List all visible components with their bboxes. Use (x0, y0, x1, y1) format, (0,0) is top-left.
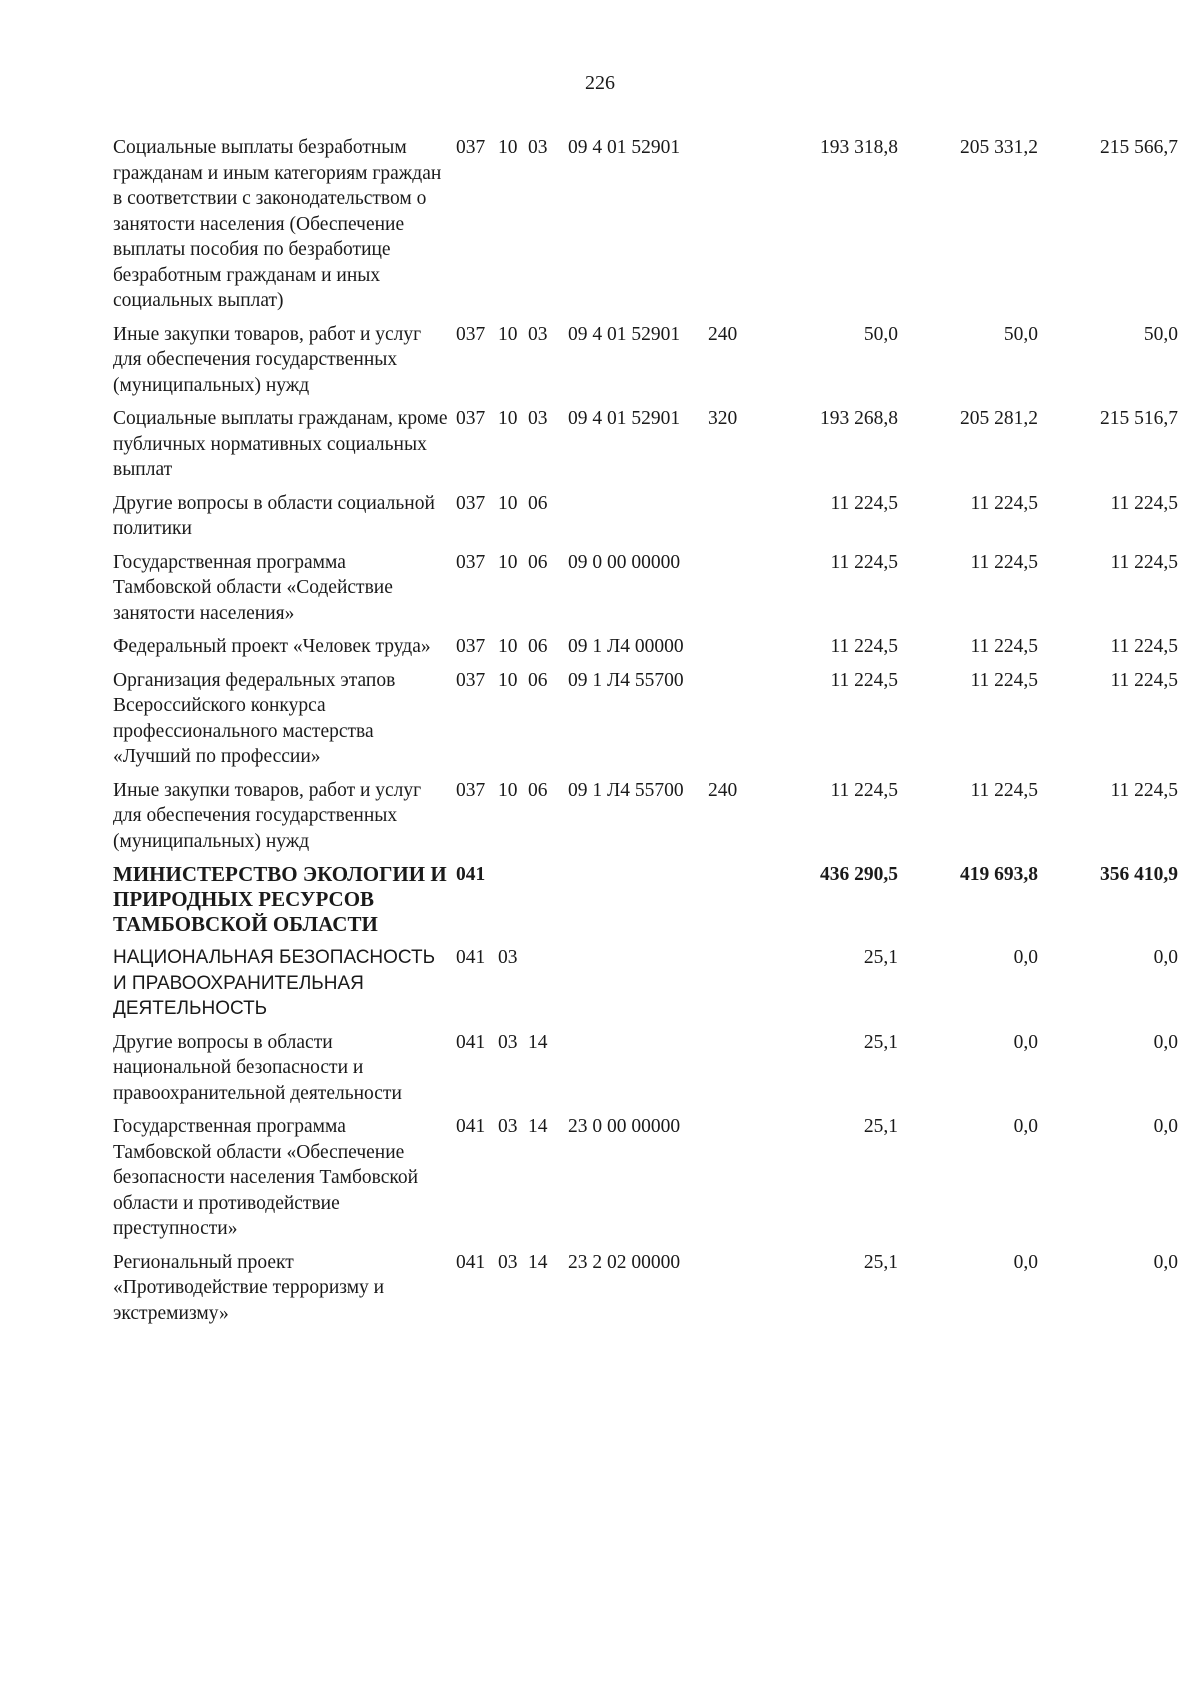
table-row (113, 778, 1188, 855)
amount-year-3: 11 224,5 (1110, 551, 1178, 573)
amount-year-3: 11 224,5 (1110, 636, 1178, 657)
subsection-code: 03 (528, 323, 548, 345)
expense-type-code: 240 (708, 779, 738, 801)
amount-year-2: 0,0 (1013, 1251, 1038, 1273)
item-name: МИНИСТЕРСТВО ЭКОЛОГИИ И ПРИРОДНЫХ РЕСУРСОВ ТАМБОВСКОЙ ОБЛАСТИ (113, 862, 447, 936)
subsection-code: 06 (528, 492, 548, 514)
subsection-code: 14 (528, 1251, 548, 1273)
amount-year-3: 0,0 (1153, 947, 1178, 968)
section-code: 03 (498, 947, 518, 968)
ministry-code: 041 (456, 947, 486, 968)
amount-year-3: 215 566,7 (1100, 137, 1178, 158)
table-row (113, 862, 1188, 937)
ministry-code: 037 (456, 408, 486, 429)
item-name: Иные закупки товаров, работ и услуг для обеспечения государственных (муниципальных) нужд (113, 779, 422, 852)
section-code: 10 (498, 636, 518, 657)
amount-year-3: 11 224,5 (1110, 492, 1178, 514)
subsection-code: 03 (528, 137, 548, 158)
target-article-code: 09 0 00 00000 (568, 551, 681, 573)
item-name: Другие вопросы в области национальной безопасности и правоохранительной деятельности (113, 1031, 402, 1104)
amount-year-3: 50,0 (1143, 323, 1178, 345)
item-name: Государственная программа Тамбовской области «Обеспечение безопасности населения Тамбовской области и противодействие преступности» (113, 1116, 419, 1239)
table-row (113, 135, 1188, 314)
amount-year-1: 50,0 (863, 323, 898, 345)
section-code: 10 (498, 323, 518, 345)
amount-year-1: 11 224,5 (830, 551, 898, 573)
amount-year-1: 25,1 (863, 1251, 898, 1273)
amount-year-1: 25,1 (863, 1116, 898, 1137)
table-row (113, 491, 1188, 542)
amount-year-1: 436 290,5 (820, 864, 898, 885)
table-row (113, 945, 1188, 1022)
section-code: 10 (498, 492, 518, 514)
ministry-code: 037 (456, 669, 486, 691)
expense-type-code: 240 (708, 323, 738, 345)
target-article-code: 23 2 02 00000 (568, 1251, 681, 1273)
section-code: 10 (498, 137, 518, 158)
ministry-code: 037 (456, 551, 486, 573)
target-article-code: 09 1 Л4 55700 (568, 779, 684, 801)
ministry-code: 041 (456, 1031, 486, 1053)
amount-year-1: 25,1 (863, 947, 898, 968)
amount-year-2: 0,0 (1013, 1031, 1038, 1053)
table-row (113, 1250, 1188, 1327)
amount-year-2: 0,0 (1013, 947, 1038, 968)
expense-type-code: 320 (708, 408, 738, 429)
amount-year-3: 11 224,5 (1110, 669, 1178, 691)
subsection-code: 14 (528, 1031, 548, 1053)
subsection-code: 06 (528, 551, 548, 573)
item-name: Другие вопросы в области социальной политики (113, 492, 435, 539)
ministry-code: 041 (456, 1251, 486, 1273)
table-row (113, 550, 1188, 627)
target-article-code: 23 0 00 00000 (568, 1116, 681, 1137)
target-article-code: 09 4 01 52901 (568, 137, 681, 158)
table-row (113, 1030, 1188, 1107)
table-row (113, 1114, 1188, 1242)
table-row (113, 634, 1188, 660)
ministry-code: 037 (456, 636, 486, 657)
table-row (113, 406, 1188, 483)
item-name: НАЦИОНАЛЬНАЯ БЕЗОПАСНОСТЬ И ПРАВООХРАНИТЕЛЬНАЯ ДЕЯТЕЛЬНОСТЬ (113, 947, 436, 1019)
amount-year-1: 193 268,8 (820, 408, 898, 429)
item-name: Организация федеральных этапов Всероссийского конкурса профессионального мастерства «Лучший по профессии» (113, 669, 396, 767)
amount-year-2: 11 224,5 (970, 669, 1038, 691)
ministry-code: 037 (456, 779, 486, 801)
amount-year-1: 11 224,5 (830, 669, 898, 691)
item-name: Иные закупки товаров, работ и услуг для обеспечения государственных (муниципальных) нужд (113, 323, 422, 396)
amount-year-3: 356 410,9 (1100, 864, 1178, 885)
amount-year-3: 0,0 (1153, 1116, 1178, 1137)
item-name: Федеральный проект «Человек труда» (113, 636, 431, 657)
ministry-code: 041 (456, 1116, 486, 1137)
section-code: 03 (498, 1116, 518, 1137)
amount-year-1: 11 224,5 (830, 636, 898, 657)
section-code: 10 (498, 408, 518, 429)
amount-year-3: 215 516,7 (1100, 408, 1178, 429)
ministry-code: 041 (456, 864, 486, 885)
amount-year-1: 25,1 (863, 1031, 898, 1053)
table-row (113, 322, 1188, 399)
item-name: Региональный проект «Противодействие терроризму и экстремизму» (113, 1251, 385, 1324)
amount-year-2: 11 224,5 (970, 492, 1038, 514)
section-code: 03 (498, 1031, 518, 1053)
budget-table (113, 135, 1188, 1334)
subsection-code: 03 (528, 408, 548, 429)
target-article-code: 09 1 Л4 00000 (568, 636, 684, 657)
amount-year-1: 11 224,5 (830, 492, 898, 514)
amount-year-1: 11 224,5 (830, 779, 898, 801)
ministry-code: 037 (456, 137, 486, 158)
table-row (113, 668, 1188, 770)
amount-year-2: 11 224,5 (970, 779, 1038, 801)
item-name: Социальные выплаты безработным гражданам и иным категориям граждан в соответствии с законодательством о занятости населения (Обеспечение выплаты пособия по безработице безработным гражданам и иных социальных выплат) (113, 137, 442, 311)
section-code: 10 (498, 779, 518, 801)
amount-year-3: 0,0 (1153, 1031, 1178, 1053)
amount-year-2: 419 693,8 (960, 864, 1038, 885)
subsection-code: 06 (528, 669, 548, 691)
amount-year-3: 11 224,5 (1110, 779, 1178, 801)
ministry-code: 037 (456, 492, 486, 514)
subsection-code: 14 (528, 1116, 548, 1137)
amount-year-2: 50,0 (1003, 323, 1038, 345)
amount-year-2: 11 224,5 (970, 636, 1038, 657)
target-article-code: 09 4 01 52901 (568, 323, 681, 345)
ministry-code: 037 (456, 323, 486, 345)
amount-year-2: 205 331,2 (960, 137, 1038, 158)
section-code: 10 (498, 669, 518, 691)
target-article-code: 09 1 Л4 55700 (568, 669, 684, 691)
subsection-code: 06 (528, 779, 548, 801)
amount-year-2: 0,0 (1013, 1116, 1038, 1137)
item-name: Государственная программа Тамбовской области «Содействие занятости населения» (113, 551, 393, 624)
amount-year-2: 205 281,2 (960, 408, 1038, 429)
amount-year-2: 11 224,5 (970, 551, 1038, 573)
section-code: 03 (498, 1251, 518, 1273)
subsection-code: 06 (528, 636, 548, 657)
item-name: Социальные выплаты гражданам, кроме публичных нормативных социальных выплат (113, 408, 448, 480)
target-article-code: 09 4 01 52901 (568, 408, 681, 429)
page-number: 226 (585, 72, 615, 94)
section-code: 10 (498, 551, 518, 573)
amount-year-1: 193 318,8 (820, 137, 898, 158)
amount-year-3: 0,0 (1153, 1251, 1178, 1273)
